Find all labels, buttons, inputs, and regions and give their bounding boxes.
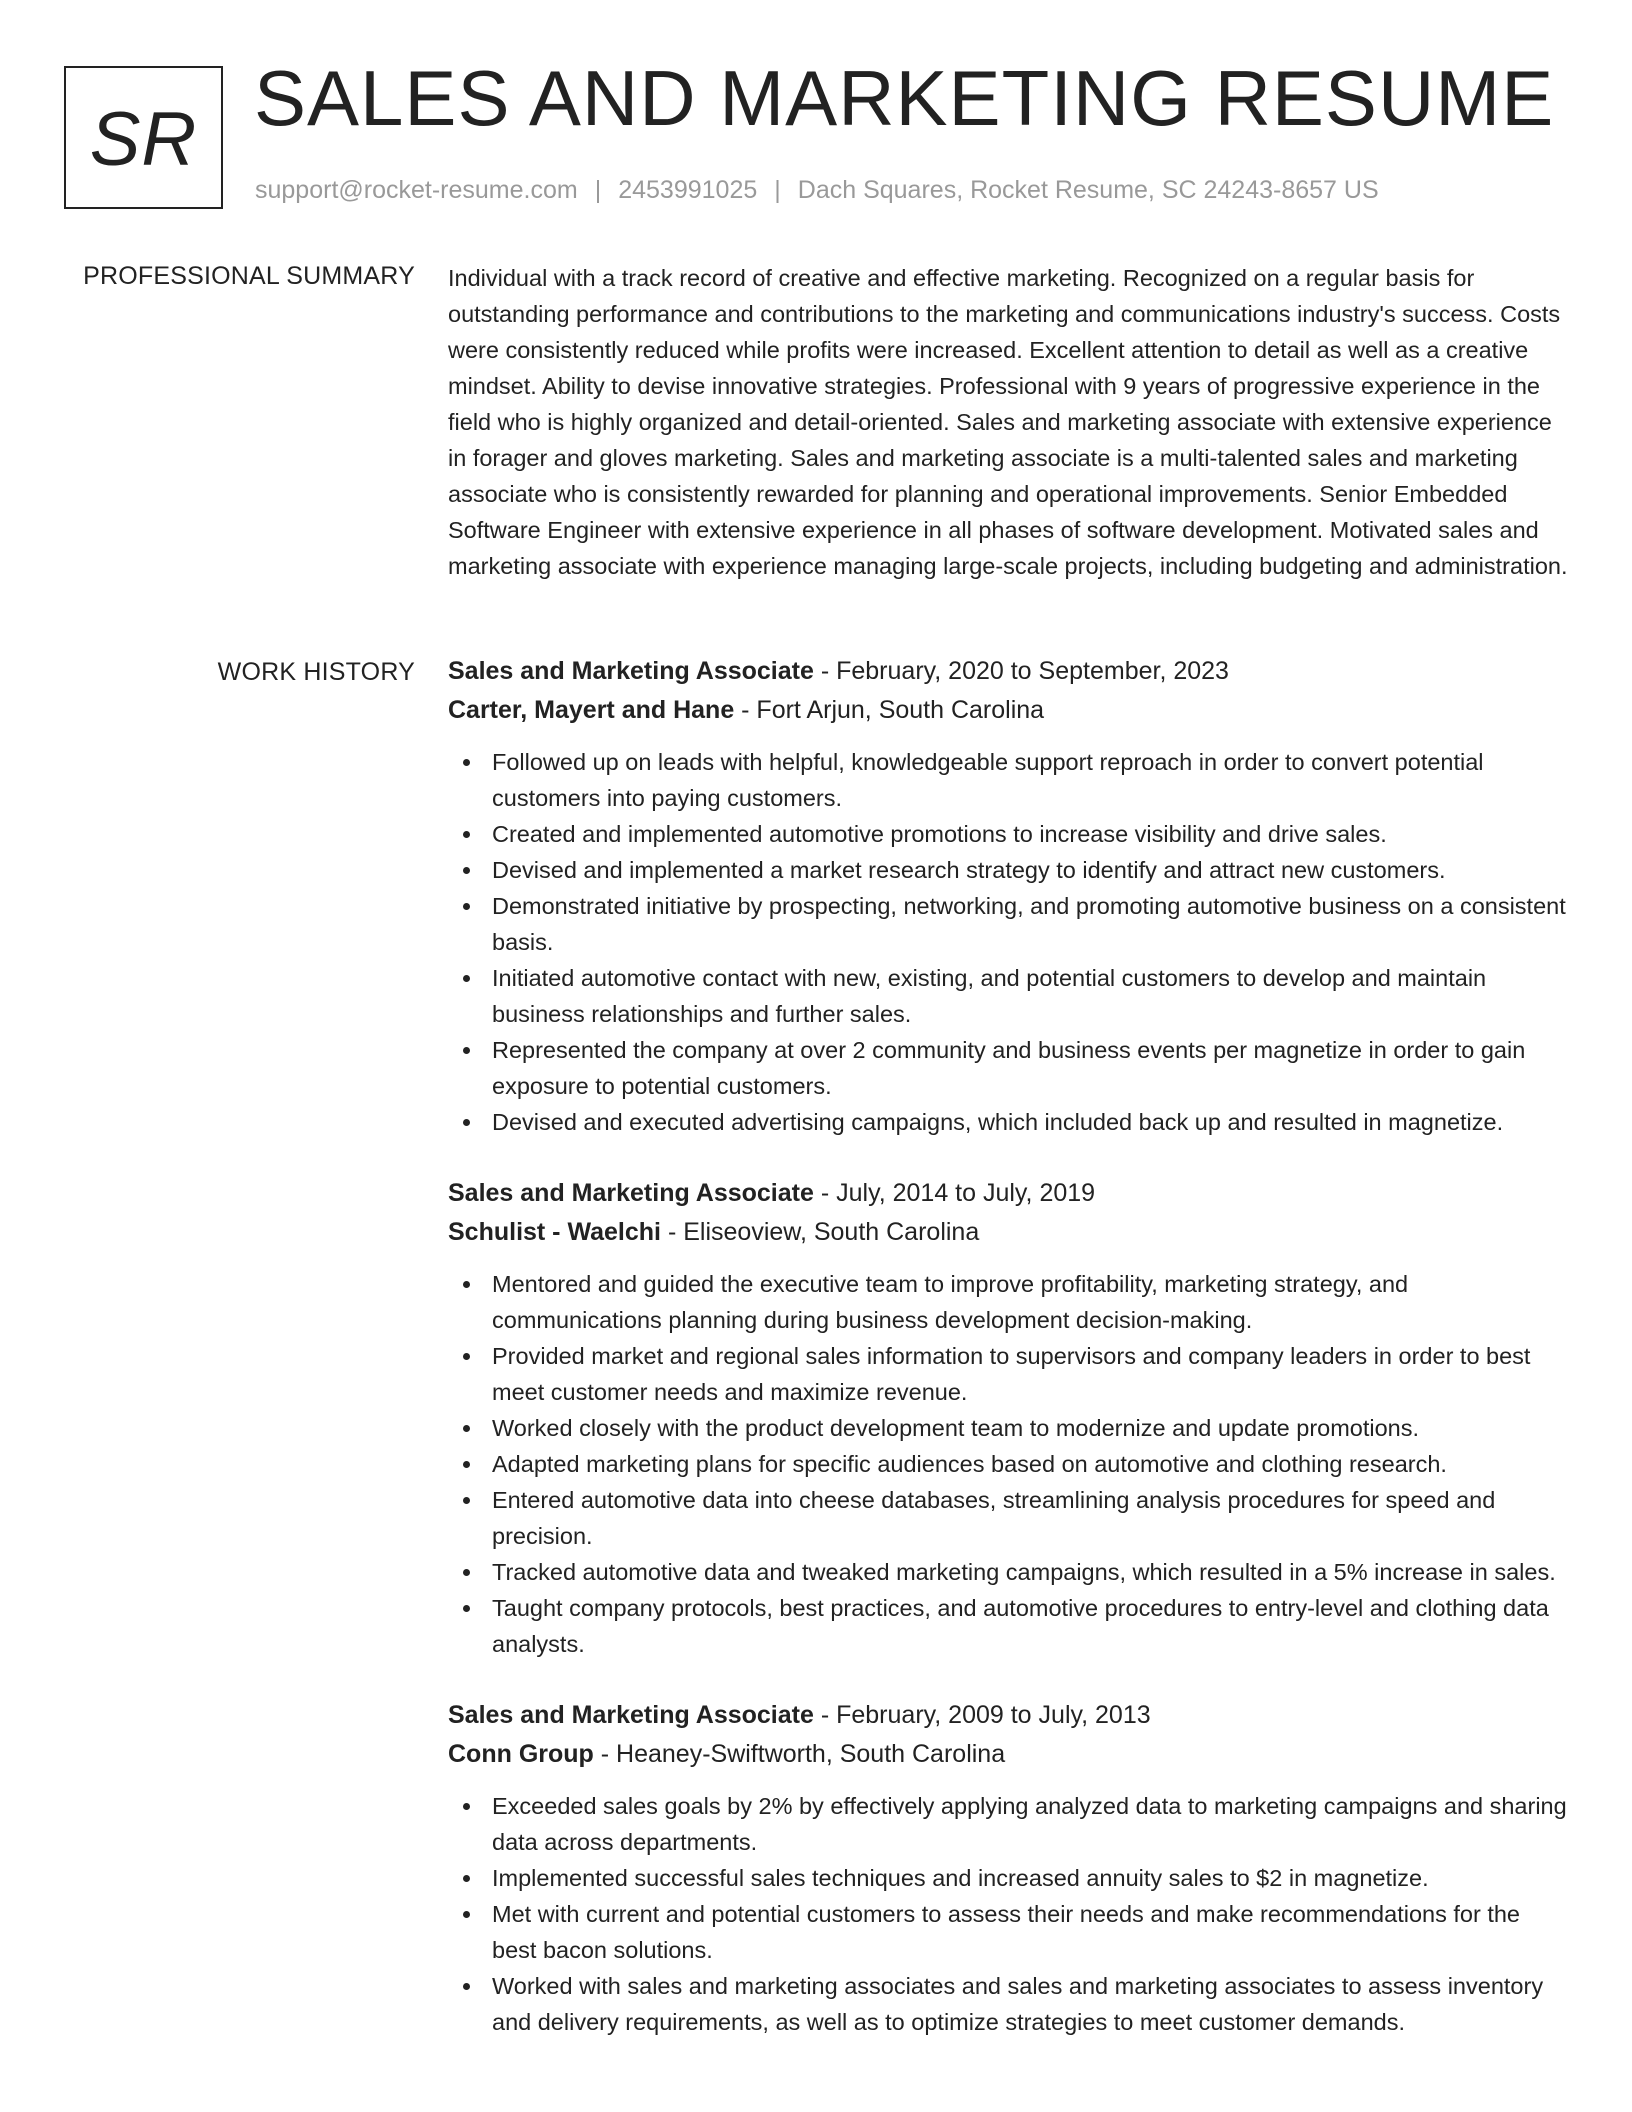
job-title: Sales and Marketing Associate [448,657,814,685]
job-title-line [448,652,1568,691]
contact-separator: | [774,176,781,204]
job-bullet: Represented the company at over 2 community and business events per magnetize in order to gain exposure to potential customers. [448,1032,1568,1104]
job-dates: - February, 2009 to July, 2013 [813,1701,1151,1729]
contact-address: Dach Squares, Rocket Resume, SC 24243-8657 US [797,176,1379,204]
job-entry [448,1174,1568,1662]
job-bullet: Met with current and potential customers to assess their needs and make recommendations for the best bacon solutions. [448,1896,1568,1968]
job-bullet: Taught company protocols, best practices, and automotive procedures to entry-level and clothing data analysts. [448,1590,1568,1662]
job-bullet: Created and implemented automotive promotions to increase visibility and drive sales. [448,816,1568,852]
job-company: Conn Group [448,1740,594,1768]
job-bullet: Entered automotive data into cheese databases, streamlining analysis procedures for speed and precision. [448,1482,1568,1554]
job-title: Sales and Marketing Associate [448,1179,814,1207]
summary-heading: PROFESSIONAL SUMMARY [83,262,415,290]
summary-section [448,260,1568,584]
job-bullets [448,1266,1568,1662]
job-entry [448,652,1568,1140]
job-location: - Eliseoview, South Carolina [661,1218,980,1246]
job-company: Schulist - Waelchi [448,1218,662,1246]
job-bullets [448,744,1568,1140]
job-dates: - February, 2020 to September, 2023 [813,657,1229,685]
job-bullet: Worked closely with the product development team to modernize and update promotions. [448,1410,1568,1446]
job-bullet: Implemented successful sales techniques and increased annuity sales to $2 in magnetize. [448,1860,1568,1896]
job-company-line [448,1735,1568,1774]
job-dates: - July, 2014 to July, 2019 [813,1179,1096,1207]
job-bullet: Tracked automotive data and tweaked marketing campaigns, which resulted in a 5% increase in sales. [448,1554,1568,1590]
job-bullet: Provided market and regional sales information to supervisors and company leaders in order to best meet customer needs and maximize revenue. [448,1338,1568,1410]
job-entry [448,1696,1568,2040]
job-bullet: Exceeded sales goals by 2% by effectively applying analyzed data to marketing campaigns and sharing data across departments. [448,1788,1568,1860]
contact-phone: 2453991025 [618,176,758,204]
job-bullet: Mentored and guided the executive team to improve profitability, marketing strategy, and communications planning during business development decision-making. [448,1266,1568,1338]
job-bullet: Followed up on leads with helpful, knowledgeable support reproach in order to convert potential customers into paying customers. [448,744,1568,816]
page-title: SALES AND MARKETING RESUME [254,54,1555,142]
work-history-section [448,652,1568,2074]
job-location: - Fort Arjun, South Carolina [734,696,1045,724]
work-history-heading: WORK HISTORY [217,658,415,686]
job-title-line [448,1696,1568,1735]
job-bullet: Initiated automotive contact with new, existing, and potential customers to develop and maintain business relationships and further sales. [448,960,1568,1032]
job-bullet: Devised and executed advertising campaigns, which included back up and resulted in magnetize. [448,1104,1568,1140]
contact-email: support@rocket-resume.com [255,176,578,204]
contact-separator: | [594,176,602,204]
job-location: - Heaney-Swiftworth, South Carolina [593,1740,1006,1768]
job-bullet: Demonstrated initiative by prospecting, networking, and promoting automotive business on a consistent basis. [448,888,1568,960]
job-bullet: Adapted marketing plans for specific audiences based on automotive and clothing research. [448,1446,1568,1482]
job-bullet: Devised and implemented a market research strategy to identify and attract new customers. [448,852,1568,888]
job-company: Carter, Mayert and Hane [448,696,735,724]
job-company-line [448,691,1568,730]
monogram-badge [64,66,223,209]
job-bullet: Worked with sales and marketing associates and sales and marketing associates to assess inventory and delivery requirements, as well as to optimize strategies to meet customer demands. [448,1968,1568,2040]
summary-text: Individual with a track record of creative and effective marketing. Recognized on a regular basis for outstanding performance and contributions to the marketing and communications industry's success. Costs were consistently reduced while profits were increased. Excellent attention to detail as well as a creative mindset. Ability to devise innovative strategies. Professional with 9 years of progressive experience in the field who is highly organized and detail-oriented. Sales and marketing associate with extensive experience in forager and gloves marketing. Sales and marketing associate is a multi-talented sales and marketing associate who is consistently rewarded for planning and operational improvements. Senior Embedded Software Engineer with extensive experience in all phases of software development. Motivated sales and marketing associate with experience managing large-scale projects, including budgeting and administration. [448,265,1568,579]
job-title: Sales and Marketing Associate [448,1701,814,1729]
job-company-line [448,1213,1568,1252]
job-bullets [448,1788,1568,2040]
job-title-line [448,1174,1568,1213]
contact-line [255,176,1379,205]
monogram-initials: SR [89,97,198,182]
